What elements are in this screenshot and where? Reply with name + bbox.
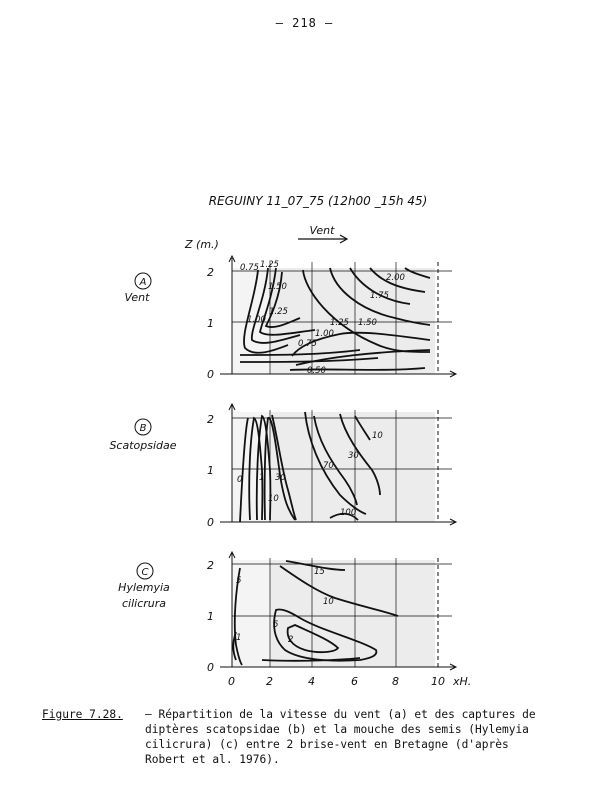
panel-c xyxy=(118,552,456,674)
panel-a xyxy=(125,256,456,381)
caption-line: – Répartition de la vitesse du vent (a) et des captures de xyxy=(145,708,536,721)
contour-label: 70 xyxy=(323,461,334,471)
x-tick: 0 xyxy=(228,675,235,688)
figure-title: REGUINY 11_07_75 (12h00 _15h 45) xyxy=(208,194,428,208)
contour-label: 0.75 xyxy=(240,263,259,273)
panel-b-name: Scatopsidae xyxy=(109,439,177,452)
z-tick-a-2: 2 xyxy=(207,266,214,279)
panel-c-name-line-2: cilicrura xyxy=(121,597,167,610)
contour-label: 5 xyxy=(236,576,242,586)
contour-label: 0.50 xyxy=(307,366,326,376)
contour-label: 2 xyxy=(288,635,294,645)
contour-label: 1.00 xyxy=(315,329,334,339)
panel-b xyxy=(109,404,456,529)
caption-body xyxy=(145,707,585,767)
x-tick: 8 xyxy=(392,675,399,688)
contour-label: 10 xyxy=(372,431,383,441)
x-tick: 6 xyxy=(351,675,358,688)
contour-label: 1.50 xyxy=(268,282,287,292)
contour-label: 0 xyxy=(237,475,243,485)
contour-label: 1.00 xyxy=(247,315,266,325)
panel-a-z-ticks xyxy=(207,266,214,381)
contour-label: 2.00 xyxy=(386,273,405,283)
z-tick-b-1: 1 xyxy=(207,464,214,477)
contour-label: 5 xyxy=(273,620,279,630)
panel-b-letter: B xyxy=(139,423,147,434)
contour-label: 30 xyxy=(275,473,286,483)
contour-label: 1.75 xyxy=(370,291,389,301)
contour-label: 1.25 xyxy=(260,260,279,270)
z-tick-c-0: 0 xyxy=(207,661,214,674)
contour-label: 15 xyxy=(314,567,325,577)
contour-label: 0.75 xyxy=(298,339,317,349)
z-tick-a-0: 0 xyxy=(207,368,214,381)
panel-a-letter: A xyxy=(139,277,147,288)
contour-label: 1 xyxy=(259,473,265,483)
z-tick-c-1: 1 xyxy=(207,610,214,623)
page-number: – 218 – xyxy=(275,16,334,30)
caption-line: diptères scatopsidae (b) et la mouche des semis (Hylemyia xyxy=(145,723,529,736)
panel-b-z-ticks xyxy=(207,413,214,529)
contour-label: 10 xyxy=(323,597,334,607)
z-tick-a-1: 1 xyxy=(207,317,214,330)
contour-label: 30 xyxy=(348,451,359,461)
contour-label: 1.25 xyxy=(269,307,288,317)
x-tick: 2 xyxy=(266,675,273,688)
wind-direction-label: Vent xyxy=(309,224,335,237)
z-tick-b-2: 2 xyxy=(207,413,214,426)
contour-label: 1.25 xyxy=(330,318,349,328)
x-tick: 10 xyxy=(431,675,445,688)
contour-label: 1 xyxy=(236,633,242,643)
contour-label: 10 xyxy=(268,494,279,504)
z-tick-b-0: 0 xyxy=(207,516,214,529)
panel-a-name: Vent xyxy=(124,291,150,304)
contour-label: 100 xyxy=(340,508,357,518)
caption-line: cilicrura) (c) entre 2 brise-vent en Bretagne (d'après xyxy=(145,738,509,751)
x-axis-ticks xyxy=(228,675,445,688)
panel-c-z-ticks xyxy=(207,559,214,674)
caption-line: Robert et al. 1976). xyxy=(145,753,280,766)
z-axis-label: Z (m.) xyxy=(185,238,219,251)
panel-c-name-line-1: Hylemyia xyxy=(118,581,170,594)
x-tick: 4 xyxy=(308,675,315,688)
contour-label: 1.50 xyxy=(358,318,377,328)
panel-c-letter: C xyxy=(141,567,149,578)
caption-label: Figure 7.28. xyxy=(42,708,123,721)
x-axis-label: xH. xyxy=(453,675,472,688)
z-tick-c-2: 2 xyxy=(207,559,214,572)
